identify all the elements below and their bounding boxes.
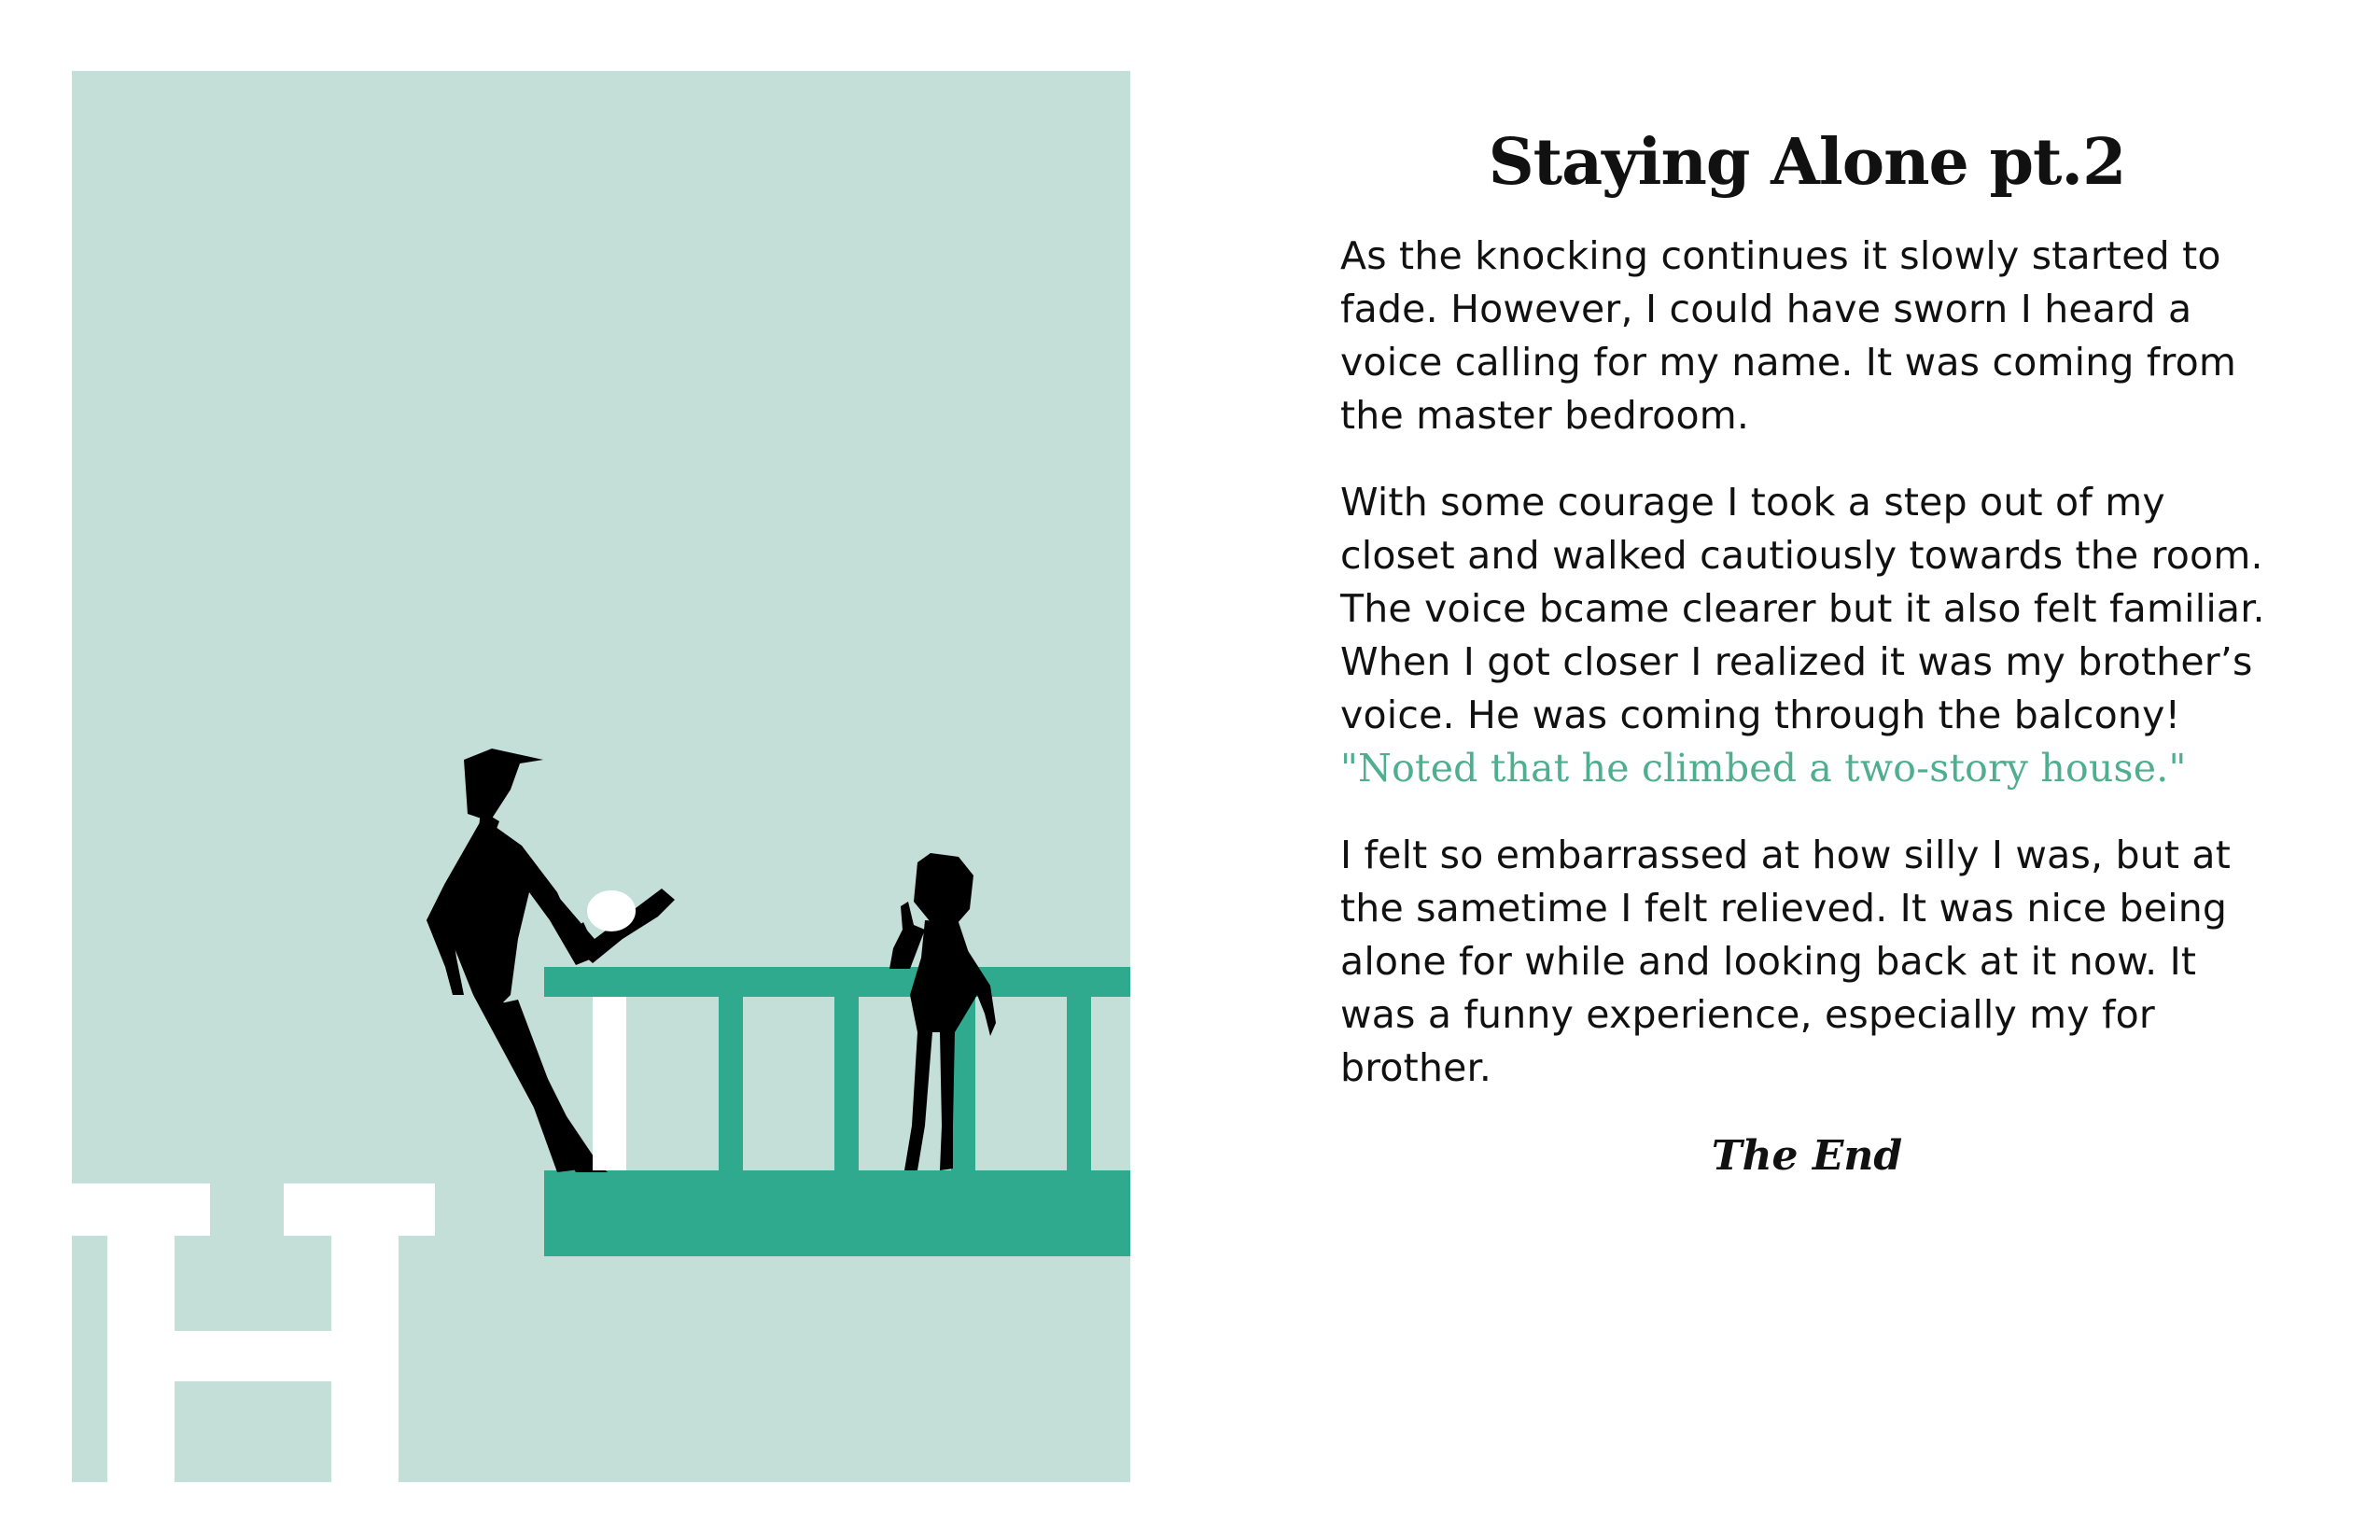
story-text-column — [1340, 119, 2274, 1184]
story-paragraph-2 — [1340, 476, 2274, 795]
white-post — [593, 995, 626, 1170]
illustration-canvas — [72, 71, 1130, 1482]
story-title: Staying Alone pt.2 — [1488, 125, 2126, 200]
balcony-floor — [544, 1170, 1130, 1256]
story-paragraph-2-text: With some courage I took a step out of my closet and walked cautiously towards the room. The voice bcame clearer but it also felt familiar. When I got closer I realized it was my brother’s voice. He was coming through the balcony! — [1340, 480, 2265, 737]
illustration-background — [72, 71, 1130, 1482]
story-closing: The End — [1711, 1132, 1903, 1180]
balcony-illustration — [72, 71, 1130, 1482]
story-quote: "Noted that he climbed a two-story house." — [1340, 746, 2187, 791]
light-orb — [587, 890, 636, 931]
story-paragraph-3: I felt so embarrassed at how silly I was, but at the sametime I felt relieved. It was nice being alone for while and looking back at it now. It was a funny experience, especially my for brother. — [1340, 833, 2232, 1090]
balcony-top-rail — [544, 967, 1130, 997]
story-paragraph-1: As the knocking continues it slowly started to fade. However, I could have sworn I heard a voice calling for my name. It was coming from the master bedroom. — [1340, 233, 2237, 438]
